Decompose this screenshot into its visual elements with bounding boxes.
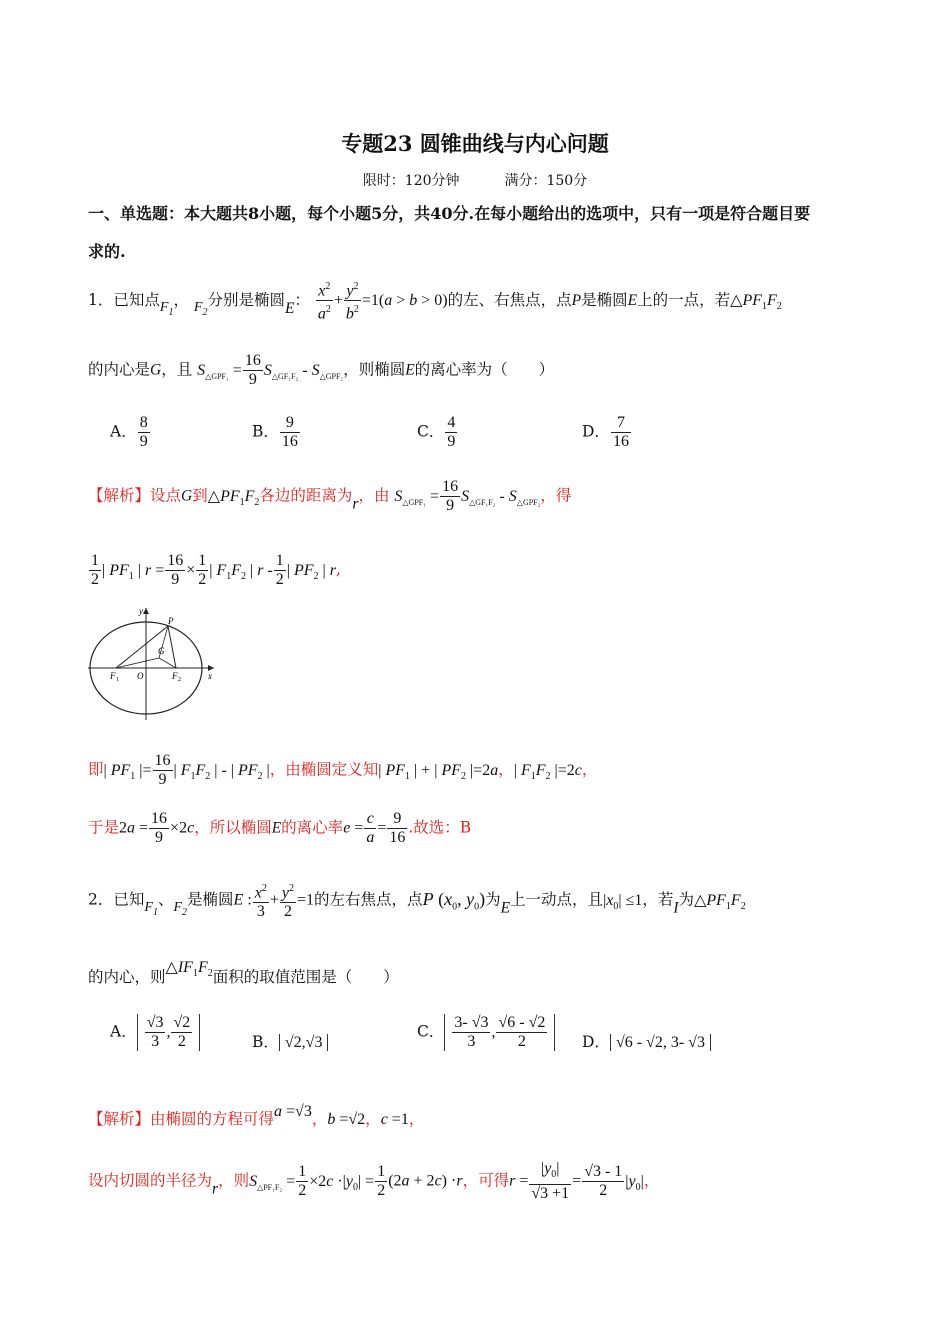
q2-option-d[interactable]: D． √6 - √2, 3- √3 — [582, 1030, 711, 1052]
section-heading-line1: 一、单选题：本大题共8小题，每个小题5分，共40分.在每小题给出的选项中，只有一项是符合题目要 — [88, 204, 811, 223]
q2-stem-line2: 的内心，则$\triangle IF_1F_2$面积的取值范围是（ ） — [88, 959, 399, 986]
q1-option-d[interactable]: D． $\frac{7}{16}$ — [582, 414, 629, 450]
label-g: G — [158, 646, 165, 656]
page-title: 专题23 圆锥曲线与内心问题 — [341, 131, 609, 156]
q1-solution-line3: 即| $PF_1$ |= $\frac{16}{9}$ | $F_1F_2$ | - | $PF_2$ |，由椭圆定义知| $PF_1$ | + | $PF_2$ |=2a，| $F_1F_2$ |=2c， — [88, 752, 598, 788]
label-f2-sub: 2 — [178, 677, 181, 683]
q1-solution-line2: $\frac{1}{2}$ | $PF_1$ | r = $\frac{16}{9}$ × $\frac{1}{2}$ | $F_1F_2$ | r - $\frac{1}{2}$ | $PF_2$ | r, — [91, 552, 341, 588]
label-f2: F — [172, 671, 178, 681]
ellipse-figure — [86, 604, 220, 722]
section-heading-line2: 求的. — [88, 242, 126, 261]
label-y: y — [139, 606, 143, 616]
q1-option-b[interactable]: B． $\frac{9}{16}$ — [252, 414, 298, 450]
label-o: O — [137, 671, 144, 681]
label-p: P — [168, 616, 174, 626]
full-score: 满分：150分 — [504, 173, 588, 189]
q1-stem-line2: 的内心是G，且 $S_{\triangle GPF_1}$ = $\frac{16}{9}$ $S_{\triangle GF_1F_2} - S_{\triangle GPF_2}$，则椭圆E的离心率为（ ） — [88, 352, 555, 388]
segment-f2g — [159, 658, 176, 668]
q1-solution-line4: 于是2a = $\frac{16}{9}$ ×2c，所以椭圆E的离心率e = $\frac{c}{a}$ = $\frac{9}{16}$ .故选：B — [88, 810, 472, 846]
y-axis-arrow — [143, 608, 149, 614]
q2-solution-line2: 设内切圆的半径为r，则$S_{\triangle PF_1F_2}$ = $\frac{1}{2}$ $\times 2c \cdot|y_0|$ = $\frac{1}{2}$ (2a + 2c) ·r，可得r = $\frac{|y_0|}{√3 +1}$ = $\frac{√3 - 1}{2}$ $|y_0|$， — [88, 1160, 660, 1203]
q2-stem-line1: 2．已知$F_1$、$F_2$是椭圆E : $\frac{x^2}{3}$ + $\frac{y^2}{2}$ =1的左右焦点，点P ($x_0$, $y_0$)为E上一动点，且$|x_0| \le 1$，若I为$\triangle PF_1F_2$ — [88, 880, 746, 922]
q1-option-c[interactable]: C． $\frac{4}{9}$ — [417, 414, 456, 450]
q1-solution-line1: 【解析】设点G到$\triangle PF_1F_2$各边的距离为r，由 $S_{\triangle GPF_1}$ = $\frac{16}{9}$ $S_{\triangle GF_1F_2} - S_{\triangle GPF_2}$，得 — [88, 478, 572, 514]
q1-stem-line1: 1．已知点$F_1$， $F_2$分别是椭圆E： $\frac{x^2}{a^2}$ + $\frac{y^2}{b^2}$ =1(a > b > 0)的左、右焦点，点P是椭圆E上的一点，若$\triangle PF_1F_2$ — [88, 278, 782, 324]
label-f1-sub: 1 — [116, 677, 119, 683]
time-limit: 限时：120分钟 — [362, 173, 460, 189]
label-f1: F — [110, 671, 116, 681]
label-x: x — [208, 671, 212, 681]
exam-meta — [0, 170, 950, 190]
q1-option-a[interactable]: A． $\frac{8}{9}$ — [110, 414, 148, 450]
q2-option-b[interactable]: B． √2,√3 — [252, 1030, 328, 1052]
q2-solution-line1: 【解析】由椭圆的方程可得a =√3，b =√2，c =1， — [88, 1103, 425, 1128]
q2-option-a[interactable]: A． $\frac{√3}{3}$ , $\frac{√2}{2}$ — [110, 1014, 200, 1051]
q2-option-c[interactable]: C． $\frac{3- √3}{3}$ , $\frac{√6 - √2}{2}$ — [417, 1014, 555, 1051]
